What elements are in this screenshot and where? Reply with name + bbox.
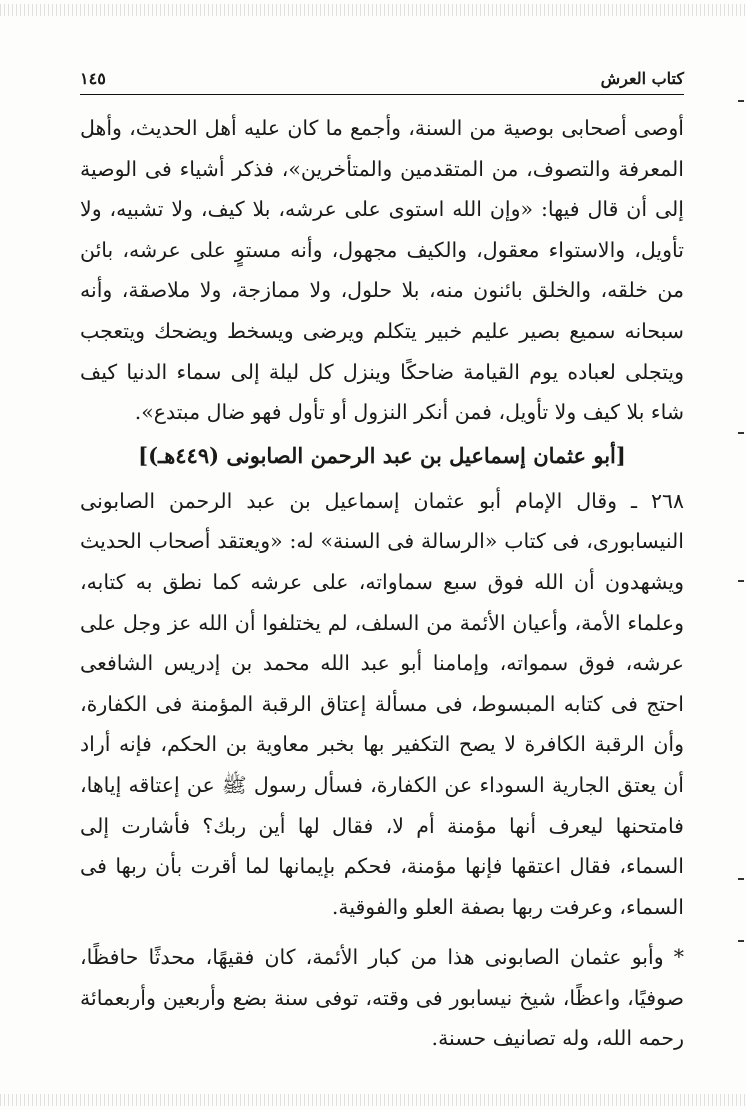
running-title: كتاب العرش	[600, 68, 684, 88]
scan-noise-top	[0, 4, 746, 16]
paragraph-2: ٢٦٨ ـ وقال الإمام أبو عثمان إسماعيل بن عبد الرحمن الصابونى النيسابورى، فى كتاب «الرسالة فى السنة» له: «ويعتقد أصحاب الحديث ويشهدون أن الله فوق سبع سماواته، على عرشه كما نطق به كتابه، وعلماء الأمة، وأعيان الأئمة من السلف، لم يختلفوا أن الله عز وجل على عرشه، فوق سمواته، وإمامنا أبو عبد الله محمد بن إدريس الشافعى احتج فى كتابه المبسوط، فى مسألة إعتاق الرقبة المؤمنة فى الكفارة، وأن الرقبة الكافرة لا يصح التكفير بها بخبر معاوية بن الحكم، فإنه أراد أن يعتق الجارية السوداء عن الكفارة، فسأل رسول ﷺ عن إعتاقه إياها، فامتحنها ليعرف أنها مؤمنة أم لا، فقال لها أين ربك؟ فأشارت إلى السماء، فقال اعتقها فإنها مؤمنة، فحكم بإيمانها لما أقرت بأن ربها فى السماء، وعرفت ربها بصفة العلو والفوقية.	[80, 488, 684, 919]
paragraph-3: * وأبو عثمان الصابونى هذا من كبار الأئمة، كان فقيهًا، محدثًا حافظًا، صوفيًا، واعظًا، شيخ نيسابور فى وقته، توفى سنة بضع وأربعين وأربعمائة رحمه الله، وله تصانيف حسنة.	[80, 945, 684, 1051]
paragraph-gap	[80, 927, 684, 937]
page-body	[80, 108, 684, 1059]
scan-noise-bottom	[0, 1094, 746, 1106]
section-heading: [أبو عثمان إسماعيل بن عبد الرحمن الصابونى (٤٤٩هـ)]	[138, 442, 626, 468]
page-number: ١٤٥	[80, 68, 106, 88]
scan-edge-marks	[738, 0, 744, 1110]
page-header	[80, 62, 684, 95]
paragraph-1: أوصى أصحابى بوصية من السنة، وأجمع ما كان عليه أهل الحديث، وأهل المعرفة والتصوف، من المتقدمين والمتأخرين»، فذكر أشياء فى الوصية إلى أن قال فيها: «وإن الله استوى على عرشه، بلا كيف، ولا تشبيه، ولا تأويل، والاستواء معقول، والكيف مجهول، وأنه مستوٍ على عرشه، بائن من خلقه، والخلق بائنون منه، بلا حلول، ولا ممازجة، ولا ملاصقة، وأنه سبحانه سميع بصير عليم خبير يتكلم ويرضى ويسخط ويضحك ويتعجب ويتجلى لعباده يوم القيامة ضاحكًا وينزل كل ليلة إلى سماء الدنيا كيف شاء بلا كيف ولا تأويل، فمن أنكر النزول أو تأول فهو ضال مبتدع».	[80, 116, 684, 425]
